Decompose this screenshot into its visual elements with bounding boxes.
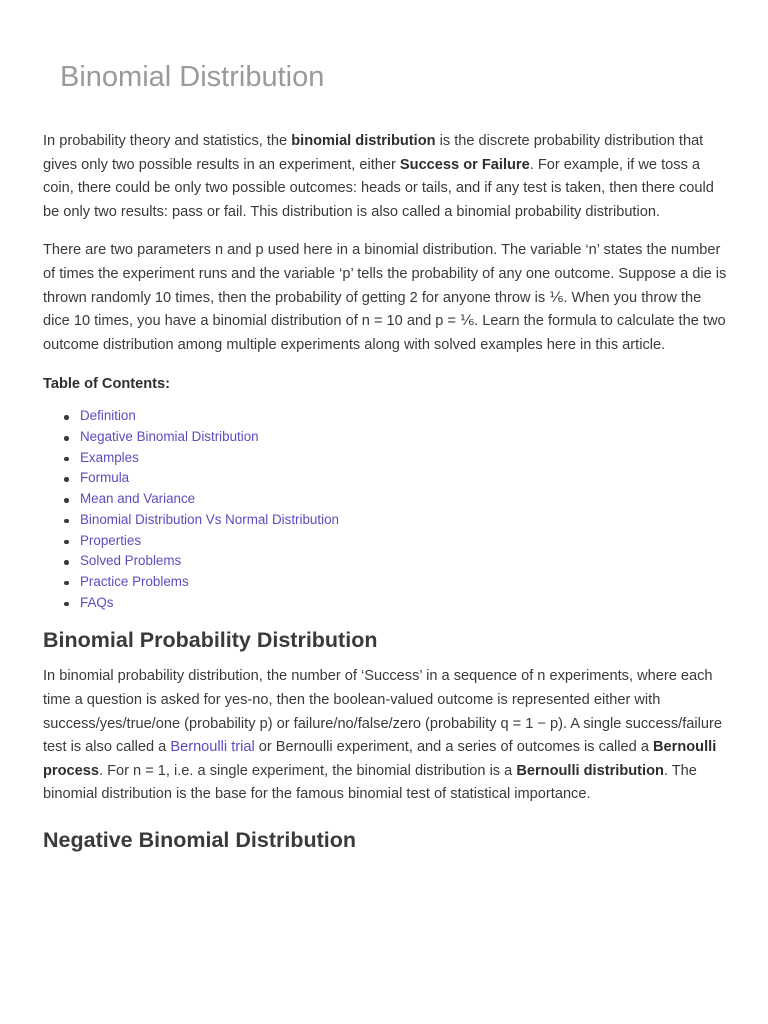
toc-link-properties[interactable]: Properties [80, 532, 142, 548]
toc-item-negative-binomial [80, 427, 728, 448]
toc-link-binomial-vs-normal[interactable]: Binomial Distribution Vs Normal Distribution [80, 511, 339, 527]
toc-link-solved-problems[interactable]: Solved Problems [80, 553, 182, 569]
toc-link-faqs[interactable]: FAQs [80, 594, 114, 610]
parameters-paragraph: There are two parameters n and p used here in a binomial distribution. The variable ‘n’ states the number of times the experiment runs and the variable ‘p’ tells the probability of any one outcome. Suppose a die is thrown randomly 10 times, then the probability of getting 2 for anyone throw is ⅙. When you throw the dice 10 times, you have a binomial distribution of n = 10 and p = ⅙. Learn the formula to calculate the two outcome distribution among multiple experiments along with solved examples here in this article. [43, 242, 727, 353]
toc-item-binomial-vs-normal [80, 510, 728, 531]
section-heading-binomial-probability: Binomial Probability Distribution [43, 628, 378, 653]
toc-item-properties [80, 531, 728, 552]
intro-text-1: In probability theory and statistics, the [43, 133, 292, 149]
toc-item-mean-variance [80, 489, 728, 510]
section1-text-4: . The binomial distribution is the base for the famous binomial test of statistical importance. [43, 762, 697, 803]
toc-link-formula[interactable]: Formula [80, 470, 130, 486]
toc-item-practice-problems [80, 572, 728, 593]
binomial-probability-paragraph [43, 665, 728, 807]
toc-link-definition[interactable]: Definition [80, 408, 136, 424]
section1-bold-bernoulli-distribution: Bernoulli distribution [516, 762, 664, 779]
toc-item-formula [80, 468, 728, 489]
toc-item-solved-problems [80, 551, 728, 572]
intro-text-3: . For example, if we toss a coin, there could be only two possible outcomes: heads or tails, and if any test is taken, then there could be only two results: pass or fail. This distribution is also called a binomial probability distribution. [43, 156, 714, 220]
section-heading-negative-binomial: Negative Binomial Distribution [43, 827, 356, 852]
table-of-contents [43, 406, 728, 613]
toc-link-negative-binomial[interactable]: Negative Binomial Distribution [80, 429, 259, 445]
intro-bold-binomial-distribution: binomial distribution [291, 133, 436, 149]
bernoulli-trial-link[interactable]: Bernoulli trial [170, 739, 255, 756]
section1-bold-bernoulli-process: Bernoulli process [43, 739, 717, 779]
section1-text-2: or Bernoulli experiment, and a series of outcomes is called a [254, 739, 654, 756]
toc-item-definition [80, 406, 728, 427]
intro-text-2: is the discrete probability distribution that gives only two possible results in an experiment, either [43, 133, 704, 173]
toc-heading: Table of Contents: [43, 376, 171, 393]
toc-item-examples [80, 448, 728, 469]
toc-link-mean-variance[interactable]: Mean and Variance [80, 491, 196, 507]
page-title: Binomial Distribution [60, 61, 325, 93]
toc-item-faqs [80, 593, 728, 614]
intro-bold-success-failure: Success or Failure [399, 156, 530, 173]
toc-link-examples[interactable]: Examples [80, 449, 139, 465]
toc-link-practice-problems[interactable]: Practice Problems [80, 573, 189, 589]
section1-text-1: In binomial probability distribution, the number of ‘Success’ in a sequence of n experiments, where each time a question is asked for yes-no, then the boolean-valued outcome is represented either with success/yes/true/one (probability p) or failure/no/false/zero (probability q = 1 − p). A single success/failure test is also called a [43, 668, 722, 756]
section1-text-3: . For n = 1, i.e. a single experiment, the binomial distribution is a [98, 762, 517, 779]
intro-paragraph [43, 130, 728, 224]
